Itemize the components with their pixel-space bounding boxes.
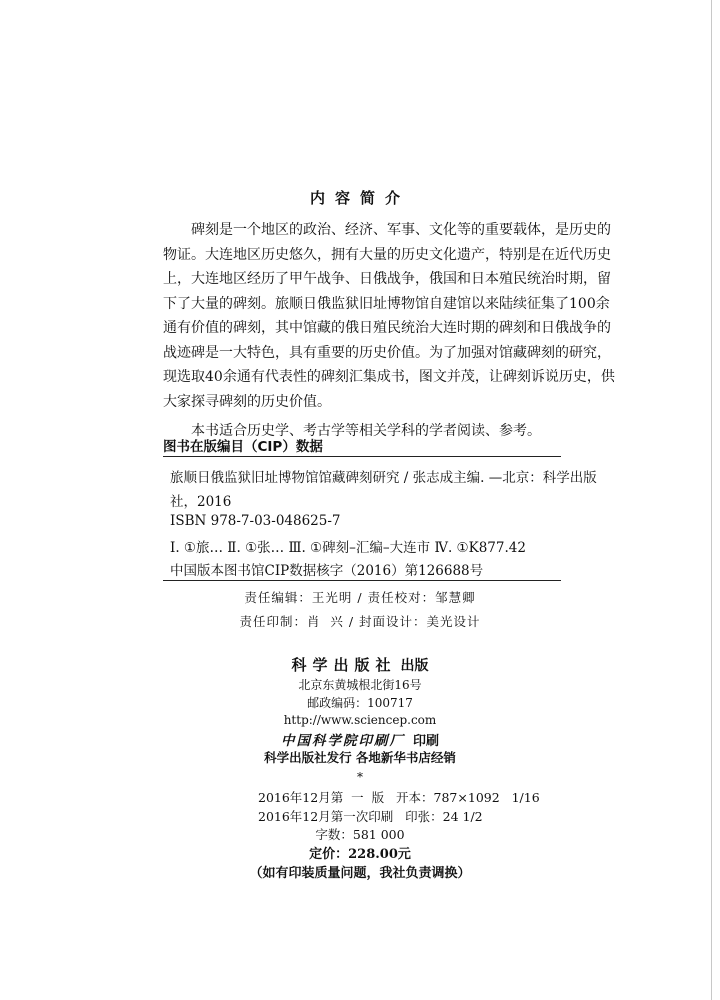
cip-bottom-rule	[163, 580, 561, 581]
spec-word-count: 字数：581 000	[315, 827, 405, 842]
publisher-suffix: 出版	[400, 658, 429, 674]
printer-line	[0, 729, 720, 749]
printer-suffix: 印刷	[412, 734, 439, 749]
publisher-url: http://www.sciencep.com	[283, 713, 437, 727]
cip-isbn: ISBN 978-7-03-048625-7	[170, 513, 341, 529]
paragraph-line: 上，大连地区经历了甲午战争、日俄战争，俄国和日本殖民统治时期，留	[163, 271, 611, 287]
summary-heading: 内容简介	[309, 189, 410, 207]
cip-number: 中国版本图书馆CIP数据核字（2016）第126688号	[170, 563, 484, 579]
cip-top-rule	[163, 456, 561, 457]
spec-printing: 2016年12月第一次印刷 印张：24 1/2	[258, 809, 483, 824]
printer-name: 中国科学院印刷厂	[280, 733, 405, 749]
credits-production: 责任印制：肖 兴 / 封面设计：美光设计	[239, 614, 481, 629]
distribution-line: 科学出版社发行 各地新华书店经销	[264, 750, 456, 765]
cip-classification: Ⅰ. ①旅… Ⅱ. ①张… Ⅲ. ①碑刻–汇编–大连市 Ⅳ. ①K877.42	[170, 540, 526, 556]
paragraph-line: 物证。大连地区历史悠久，拥有大量的历史文化遗产，特别是在近代历史	[163, 246, 611, 263]
credits-editors: 责任编辑：王光明 / 责任校对：邹慧卿	[244, 590, 476, 605]
quality-notice: （如有印装质量问题，我社负责调换）	[249, 866, 471, 881]
publisher-postcode: 邮政编码：100717	[307, 696, 413, 710]
publisher-line	[0, 654, 720, 675]
paragraph-line: 战迹碑是一大特色，具有重要的历史价值。为了加强对馆藏碑刻的研究，	[163, 344, 611, 361]
cip-title: 图书在版编目（CIP）数据	[163, 439, 323, 455]
paragraph-line: 大家探寻碑刻的历史价值。	[163, 393, 331, 410]
paragraph-line: 碑刻是一个地区的政治、经济、军事、文化等的重要载体，是历史的	[191, 222, 611, 238]
separator-asterisk: *	[357, 770, 363, 784]
cip-book-line: 旅顺日俄监狱旧址博物馆馆藏碑刻研究 / 张志成主编. —北京：科学出版	[170, 470, 597, 486]
spec-edition: 2016年12月第 一 版 开本：787×1092 1/16	[258, 790, 540, 805]
summary-paragraph	[163, 218, 615, 444]
publisher-address: 北京东黄城根北街16号	[298, 678, 422, 692]
audience-note: 本书适合历史学、考古学等相关学科的学者阅读、参考。	[191, 423, 541, 439]
spec-price: 定价：228.00元	[309, 847, 411, 862]
publisher-name: 科学出版社	[291, 656, 397, 674]
paragraph-line: 现选取40余通有代表性的碑刻汇集成书，图文并茂，让碑刻诉说历史，供	[163, 369, 615, 385]
paragraph-line: 通有价值的碑刻，其中馆藏的俄日殖民统治大连时期的碑刻和日俄战争的	[163, 320, 611, 336]
cip-book-line: 社，2016	[170, 494, 232, 510]
paragraph-line: 下了大量的碑刻。旅顺日俄监狱旧址博物馆自建馆以来陆续征集了100余	[163, 295, 610, 312]
